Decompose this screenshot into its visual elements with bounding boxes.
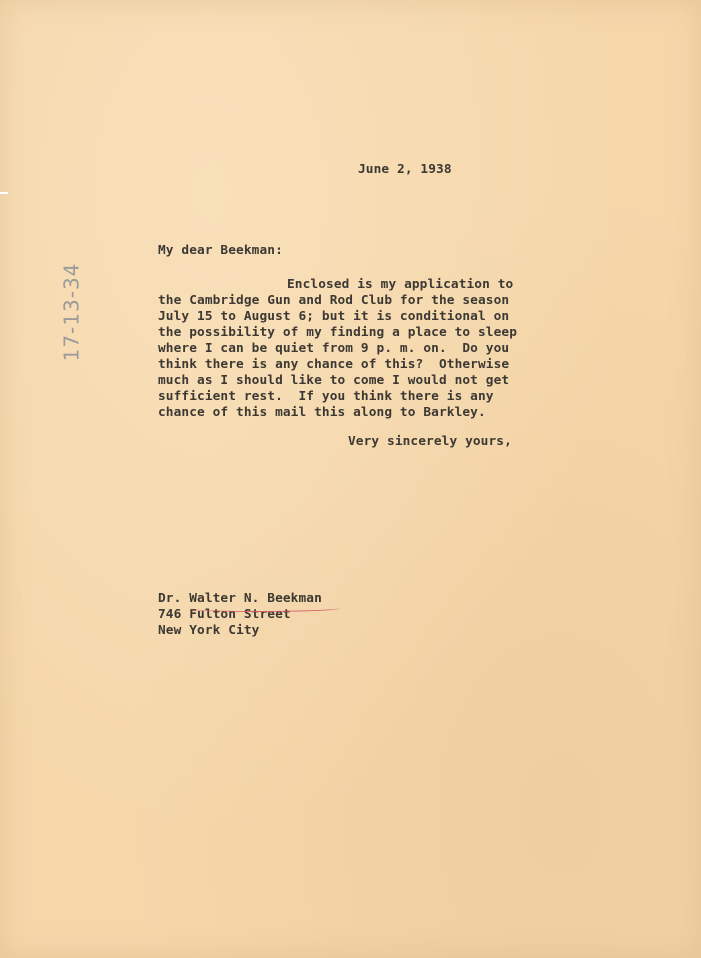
body-line: where I can be quiet from 9 p. m. on. Do you (158, 341, 510, 356)
margin-file-number: 17-13-34 (59, 262, 84, 362)
letter-date: June 2, 1938 (358, 162, 452, 177)
body-line: the possibility of my finding a place to sleep (158, 325, 518, 340)
recipient-street: 746 Fulton Street (158, 607, 291, 622)
body-line: chance of this mail this along to Barkley. (158, 405, 486, 420)
salutation: My dear Beekman: (158, 243, 283, 258)
body-line: think there is any chance of this? Otherwise (158, 357, 510, 372)
body-line: sufficient rest. If you think there is any (158, 389, 494, 404)
page-edge-mark (0, 192, 8, 194)
recipient-name: Dr. Walter N. Beekman (158, 591, 322, 606)
body-line: the Cambridge Gun and Rod Club for the season (158, 293, 510, 308)
body-line: much as I should like to come I would not get (158, 373, 510, 388)
recipient-city: New York City (158, 623, 260, 638)
closing: Very sincerely yours, (348, 434, 512, 449)
body-line: July 15 to August 6; but it is conditional on (158, 309, 510, 324)
body-line: Enclosed is my application to (287, 277, 514, 292)
